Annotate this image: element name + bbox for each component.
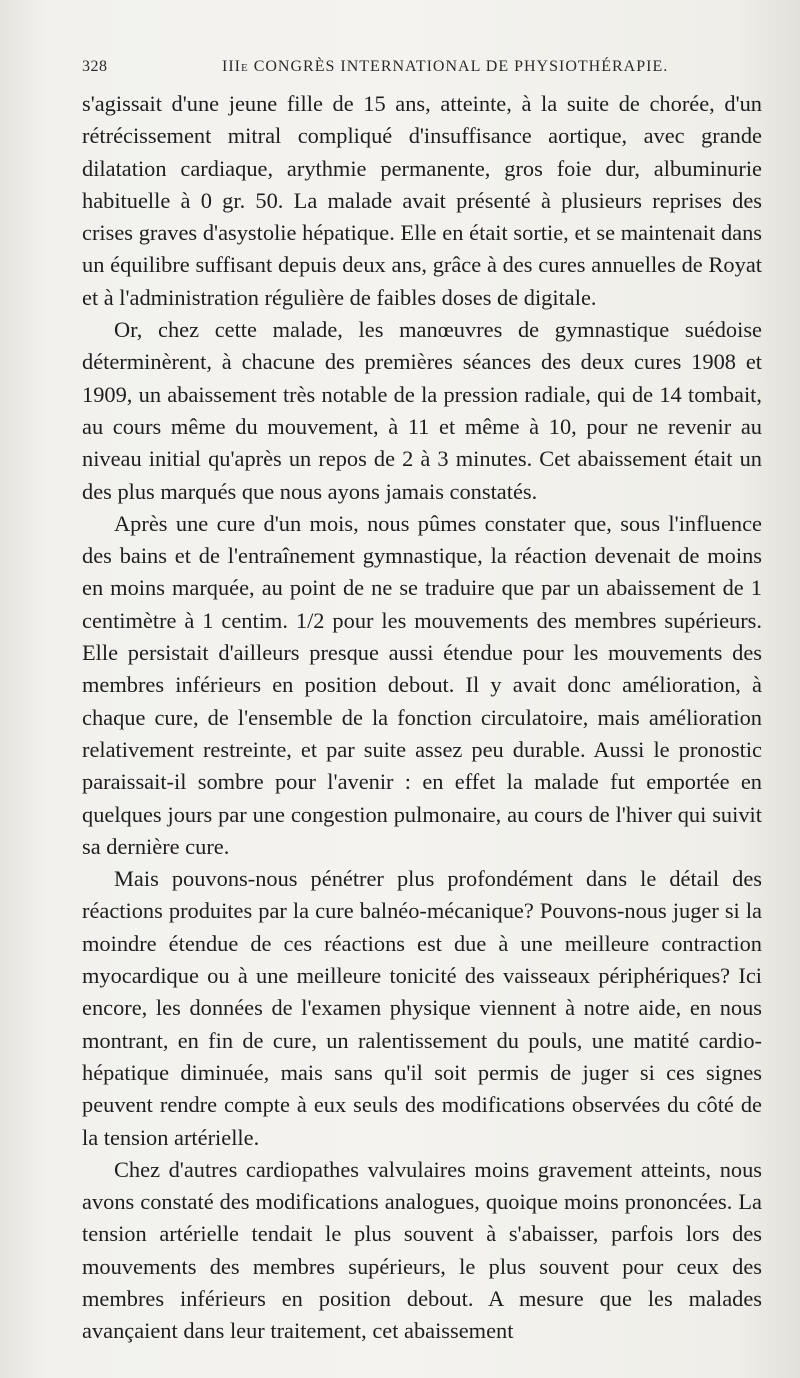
running-head: IIIe CONGRÈS INTERNATIONAL DE PHYSIOTHÉRAPIE. [222, 58, 669, 75]
page-number: 328 [82, 58, 108, 75]
body-text [82, 88, 762, 1348]
paragraph-5: Chez d'autres cardiopathes valvulaires moins gravement atteints, nous avons constaté des modifications analogues, quoique moins prononcées. La tension artérielle tendait le plus souvent à s'abaisser, parfois lors des mouvements des membres supérieurs, le plus souvent pour ceux des membres inférieurs en position debout. A mesure que les malades avançaient dans leur traitement, cet abaissement [82, 1156, 762, 1344]
paragraph-2: Or, chez cette malade, les manœuvres de gymnastique suédoise déterminèrent, à chacune des premières séances des deux cures 1908 et 1909, un abaissement très notable de la pression radiale, qui de 14 tombait, au cours même du mouvement, à 11 et même à 10, pour ne revenir au niveau initial qu'après un repos de 2 à 3 minutes. Cet abaissement était un des plus marqués que nous ayons jamais constatés. [82, 317, 762, 504]
paragraph-4: Mais pouvons-nous pénétrer plus profondément dans le détail des réactions produites par la cure balnéo-mécanique? Pouvons-nous juger si la moindre étendue de ces réactions est due à une meilleure contraction myocardique ou à une meilleure tonicité des vaisseaux périphériques? Ici encore, les données de l'examen physique viennent à notre aide, en nous montrant, en fin de cure, un ralentissement du pouls, une matité cardio-hépatique diminuée, mais sans qu'il soit permis de juger si ces signes peuvent rendre compte à eux seuls des modifications observées du côté de la tension artérielle. [82, 866, 762, 1150]
page-header [82, 58, 752, 86]
paragraph-1: s'agissait d'une jeune fille de 15 ans, atteinte, à la suite de chorée, d'un rétrécissement mitral compliqué d'insuffisance aortique, avec grande dilatation cardiaque, arythmie permanente, gros foie dur, albuminurie habituelle à 0 gr. 50. La malade avait présenté à plusieurs reprises des crises graves d'asystolie hépatique. Elle en était sortie, et se maintenait dans un équilibre suffisant depuis deux ans, grâce à des cures annuelles de Royat et à l'administration régulière de faibles doses de digitale. [82, 91, 762, 310]
paragraph-3: Après une cure d'un mois, nous pûmes constater que, sous l'influence des bains et de l'entraînement gymnastique, la réaction devenait de moins en moins marquée, au point de ne se traduire que par un abaissement de 1 centimètre à 1 centim. 1/2 pour les mouvements des membres supérieurs. Elle persistait d'ailleurs presque aussi étendue pour les mouvements des membres inférieurs en position debout. Il y avait donc amélioration, à chaque cure, de l'ensemble de la fonction circulatoire, mais amélioration relativement restreinte, et par suite assez peu durable. Aussi le pronostic paraissait-il sombre pour l'avenir : en effet la malade fut emportée en quelques jours par une congestion pulmonaire, au cours de l'hiver qui suivit sa dernière cure. [82, 510, 762, 859]
